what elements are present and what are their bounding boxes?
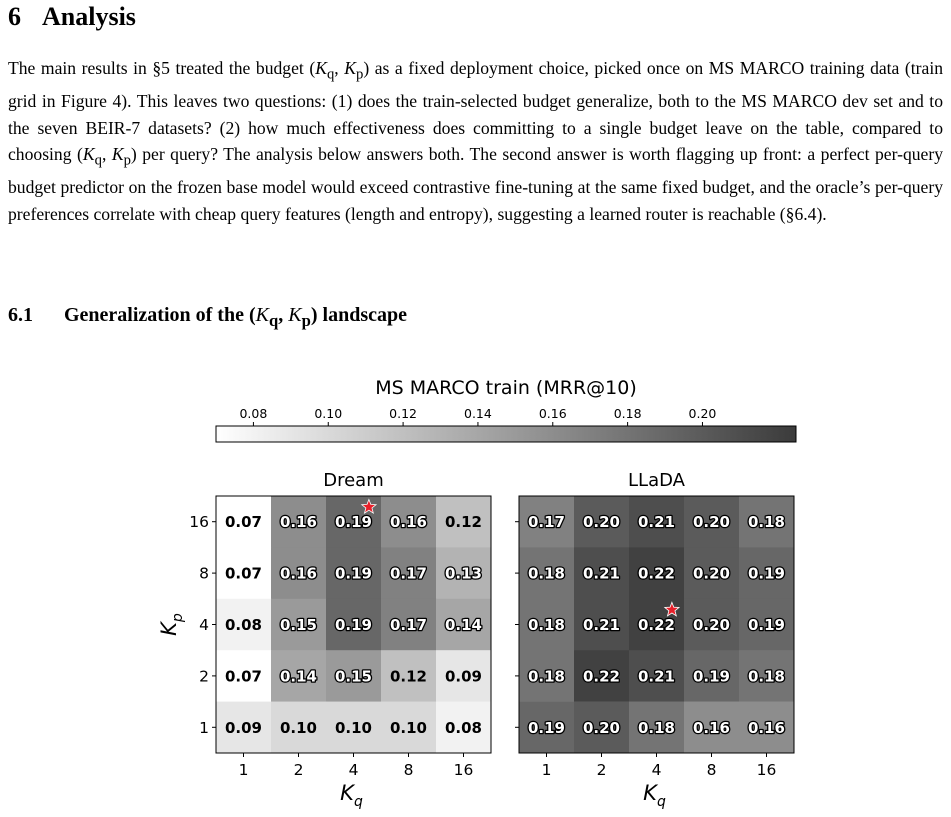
colorbar-tick-label: 0.10 [314, 406, 343, 421]
y-tick-label: 2 [199, 667, 209, 686]
cell-value-label: 0.13 [444, 564, 483, 583]
cell-value-label: 0.19 [692, 667, 731, 686]
cell-value-label: 0.21 [582, 564, 621, 583]
cell-value-label: 0.07 [224, 564, 263, 583]
cell-value-label: 0.10 [389, 718, 428, 737]
subsection-number: 6.1 [8, 304, 33, 326]
cell-value-label: 0.16 [747, 718, 786, 737]
cell-value-label: 0.22 [637, 564, 676, 583]
y-tick-label: 4 [199, 616, 209, 634]
figure-heatmap [0, 360, 951, 817]
colorbar-tick-label: 0.20 [688, 406, 717, 421]
x-tick-label: 8 [706, 761, 717, 779]
section-title: Analysis [42, 2, 136, 31]
cell-value-label: 0.19 [747, 616, 786, 634]
body-paragraph [8, 55, 943, 228]
cell-value-label: 0.21 [637, 667, 676, 686]
cell-value-label: 0.10 [279, 718, 318, 737]
section-heading [8, 2, 136, 32]
cell-value-label: 0.16 [389, 513, 428, 532]
x-tick-label: 16 [756, 761, 777, 779]
cell-value-label: 0.20 [582, 718, 621, 737]
cell-value-label: 0.16 [279, 564, 318, 583]
cell-value-label: 0.12 [444, 513, 483, 532]
cell-value-label: 0.07 [224, 667, 263, 686]
cell-value-label: 0.15 [334, 667, 373, 686]
y-axis-label: $K_p$ [157, 613, 186, 636]
cell-value-label: 0.08 [444, 718, 483, 737]
cell-value-label: 0.18 [747, 513, 786, 532]
cell-value-label: 0.16 [692, 718, 731, 737]
cell-value-label: 0.22 [637, 616, 676, 634]
cell-value-label: 0.19 [747, 564, 786, 583]
colorbar-tick-label: 0.12 [389, 406, 418, 421]
colorbar-tick-label: 0.18 [613, 406, 642, 421]
cell-value-label: 0.09 [444, 667, 483, 686]
colorbar-tick-label: 0.08 [239, 406, 268, 421]
x-tick-label: 1 [541, 761, 552, 779]
cell-value-label: 0.10 [334, 718, 373, 737]
cell-value-label: 0.19 [527, 718, 566, 737]
cell-value-label: 0.21 [582, 616, 621, 634]
cell-value-label: 0.20 [692, 616, 731, 634]
x-tick-label: 1 [238, 761, 249, 779]
math-budget-2: ($K_q$, $K_p$) [77, 144, 137, 169]
cell-value-label: 0.22 [582, 667, 621, 686]
y-tick-label: 1 [199, 718, 209, 737]
cell-value-label: 0.14 [444, 616, 483, 634]
cell-value-label: 0.12 [389, 667, 428, 686]
x-axis-label-0: $K_q$ [340, 781, 363, 810]
paragraph-text-2: as a fixed deployment choice, picked once on MS MARCO training data (train grid in Figure 4). This leaves two questions: (1) does the train-selected budget generalize, both to the MS MARCO dev set and to the seven BEIR-7 datasets? (2) how much effectiveness does committing to a single budget leave on the table, compared to choosing [8, 58, 944, 165]
cell-value-label: 0.17 [389, 616, 428, 634]
cell-value-label: 0.16 [279, 513, 318, 532]
cell-value-label: 0.18 [527, 616, 566, 634]
cell-value-label: 0.19 [334, 513, 373, 532]
section-number: 6 [8, 2, 21, 31]
cell-value-label: 0.17 [389, 564, 428, 583]
paragraph-text-1: The main results in §5 treated the budget [8, 58, 310, 78]
cell-value-label: 0.09 [224, 718, 263, 737]
x-tick-label: 8 [403, 761, 414, 779]
x-tick-label: 2 [293, 761, 304, 779]
panel-title-0: Dream [323, 470, 384, 491]
cell-value-label: 0.20 [692, 564, 731, 583]
cell-value-label: 0.18 [527, 667, 566, 686]
cell-value-label: 0.18 [747, 667, 786, 686]
colorbar [216, 426, 796, 442]
heatmap-svg [0, 360, 951, 817]
math-budget-1: ($K_q$, $K_p$) [309, 58, 370, 83]
cell-value-label: 0.07 [224, 513, 263, 532]
cell-value-label: 0.17 [527, 513, 566, 532]
x-tick-label: 16 [453, 761, 474, 779]
cell-value-label: 0.19 [334, 616, 373, 634]
cell-value-label: 0.14 [279, 667, 318, 686]
cell-value-label: 0.18 [527, 564, 566, 583]
x-tick-label: 2 [596, 761, 607, 779]
cell-value-label: 0.20 [582, 513, 621, 532]
cell-value-label: 0.19 [334, 564, 373, 583]
cell-value-label: 0.18 [637, 718, 676, 737]
x-tick-label: 4 [348, 761, 359, 779]
y-tick-label: 16 [189, 513, 209, 532]
x-axis-label-1: $K_q$ [643, 781, 666, 810]
subsection-title-pre: Generalization of the [64, 304, 249, 326]
math-budget-3: ($K_q$, $K_p$) [248, 304, 318, 330]
cell-value-label: 0.20 [692, 513, 731, 532]
cell-value-label: 0.15 [279, 616, 318, 634]
colorbar-tick-label: 0.16 [538, 406, 567, 421]
subsection-heading [8, 304, 407, 331]
colorbar-tick-label: 0.14 [464, 406, 492, 421]
cell-value-label: 0.08 [224, 616, 263, 634]
subsection-title-post: landscape [317, 304, 407, 326]
cell-value-label: 0.21 [637, 513, 676, 532]
panel-title-1: LLaDA [628, 470, 685, 491]
x-tick-label: 4 [651, 761, 662, 779]
figure-title: MS MARCO train (MRR@10) [375, 377, 637, 399]
paragraph-text-3: per query? The analysis below answers both. The second answer is worth flagging up front: a perfect per-query budget predictor on the frozen base model would exceed contrastive fine-tuning at the same fixed budget, and the oracle’s per-query preferences correlate with cheap query features (length and entropy), suggesting a learned router is reachable (§6.4). [8, 144, 944, 224]
y-tick-label: 8 [199, 564, 209, 583]
